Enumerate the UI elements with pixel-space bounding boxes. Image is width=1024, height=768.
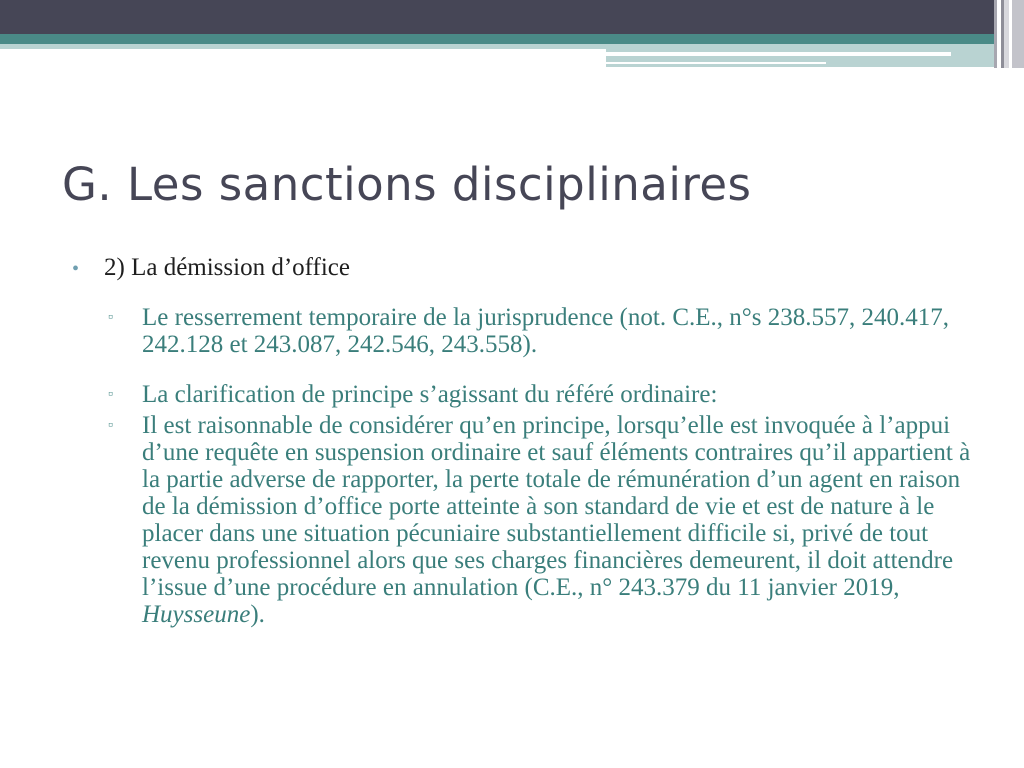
sub-bullet-3-text-end: ).: [250, 601, 265, 628]
bullet-level1: [70, 254, 980, 282]
sub-bullet-3-text: [142, 412, 980, 628]
header-dark-bar: [0, 0, 1024, 34]
bullet-level1-text: 2) La démission d’office: [104, 254, 350, 281]
header-light-bar-left: [0, 44, 606, 49]
bullet-dot-icon: •: [72, 258, 80, 280]
sub-bullet-1-text: Le resserrement temporaire de la jurisprudence (not. C.E., n°s 238.557, 240.417, 242.128 et 243.087, 242.546, 243.558).: [142, 304, 949, 358]
sub-bullet-2: [70, 381, 980, 408]
square-bullet-icon: ▫: [108, 310, 113, 325]
case-name: Huysseune: [142, 601, 251, 628]
sub-bullet-3: [70, 412, 980, 628]
sub-bullet-1: [70, 304, 980, 358]
header-vertical-stripes: [994, 0, 1024, 68]
square-bullet-icon: ▫: [108, 387, 113, 402]
header-white-strip-thin: [606, 62, 826, 64]
header-white-strip: [606, 52, 951, 56]
square-bullet-icon: ▫: [108, 418, 113, 433]
header-teal-bar: [0, 34, 1024, 44]
sub-bullet-2-text: La clarification de principe s’agissant du référé ordinaire:: [142, 381, 718, 408]
slide-content: [70, 254, 980, 628]
sub-bullet-3-text-main: Il est raisonnable de considérer qu’en principe, lorsqu’elle est invoquée à l’appui d’une requête en suspension ordinaire et sauf éléments contraires qu’il appartient à la partie adverse de rapporter, la perte totale de rémunération d’un agent en raison de la démission d’office porte atteinte à son standard de vie et est de nature à le placer dans une situation pécuniaire substantiellement difficile si, privé de tout revenu professionnel alors que ses charges financières demeurent, il doit attendre l’issue d’une procédure en annulation (C.E., n° 243.379 du 11 janvier 2019,: [142, 412, 971, 601]
slide-title: G. Les sanctions disciplinaires: [62, 158, 752, 211]
